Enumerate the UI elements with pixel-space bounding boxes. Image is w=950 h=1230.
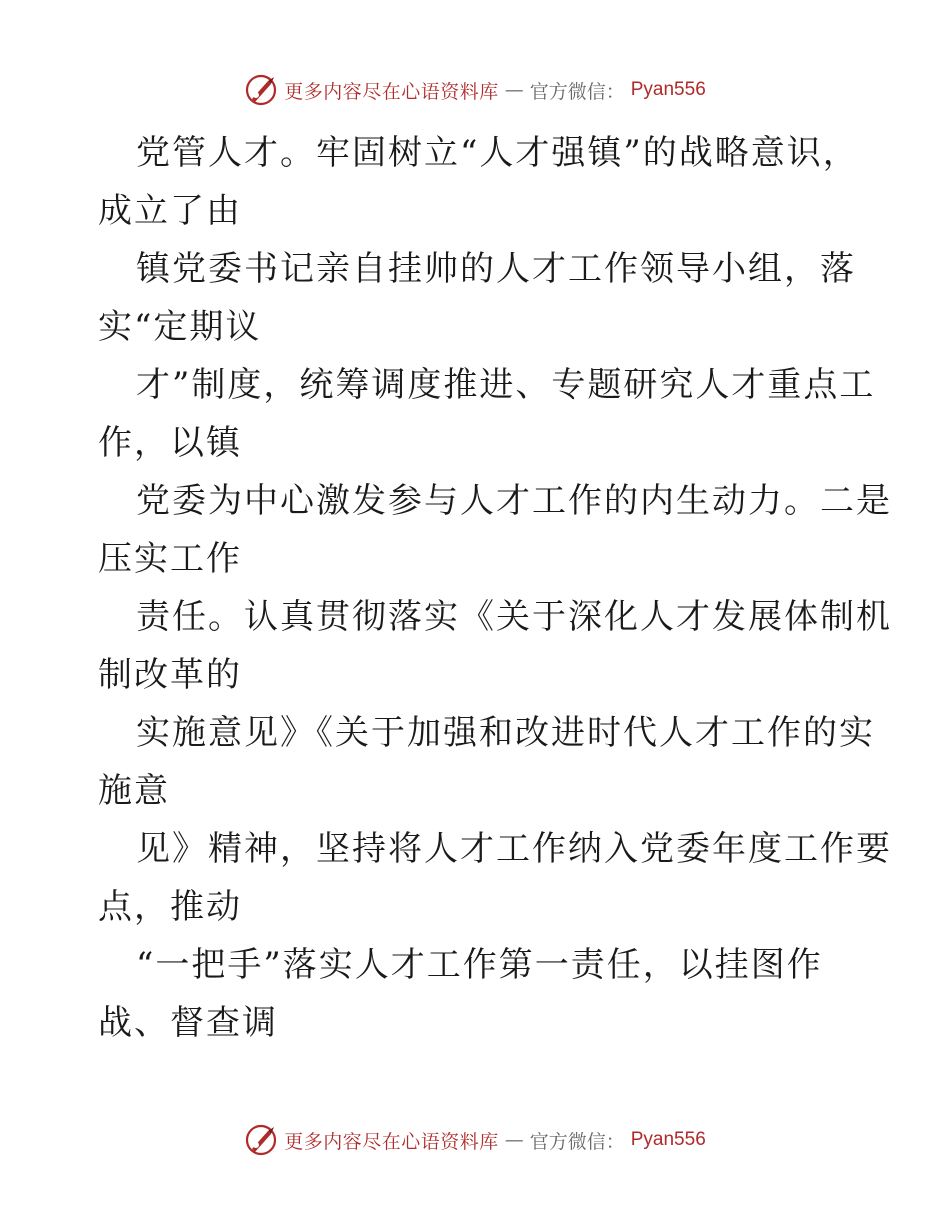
body-line: 见》精神，坚持将人才工作纳入党委年度工作要 xyxy=(136,829,892,869)
header-site-text: 更多内容尽在心语资料库 xyxy=(284,80,499,103)
quill-logo-icon xyxy=(244,1123,278,1157)
body-line: 成立了由 xyxy=(98,191,242,231)
document-body xyxy=(98,124,892,1052)
body-line: 责任。认真贯彻落实《关于深化人才发展体制机 xyxy=(136,597,892,637)
body-line: 制改革的 xyxy=(98,655,242,695)
quill-logo-icon xyxy=(244,73,278,107)
footer-site-text: 更多内容尽在心语资料库 xyxy=(284,1130,499,1153)
body-line: 实“定期议 xyxy=(98,307,262,347)
header-banner-inner xyxy=(244,73,706,107)
body-line: 点，推动 xyxy=(98,887,242,927)
body-line: 党委为中心激发参与人才工作的内生动力。二是 xyxy=(136,481,892,521)
footer-watermark-banner xyxy=(0,1120,950,1160)
body-line: 作，以镇 xyxy=(98,423,242,463)
body-line: 党管人才。牢固树立“人才强镇”的战略意识， xyxy=(136,133,859,173)
header-separator: — xyxy=(504,79,524,101)
body-line: 实施意见》《关于加强和改进时代人才工作的实 xyxy=(136,713,875,753)
body-line: 才”制度，统筹调度推进、专题研究人才重点工 xyxy=(136,365,876,405)
footer-banner-inner xyxy=(244,1123,706,1157)
header-watermark-banner xyxy=(0,70,950,110)
footer-wechat-id: Pyan556 xyxy=(630,1129,706,1150)
body-line: 战、督查调 xyxy=(98,1003,278,1043)
body-line: 施意 xyxy=(98,771,170,811)
body-line: “一把手”落实人才工作第一责任，以挂图作 xyxy=(136,945,823,985)
body-line: 镇党委书记亲自挂帅的人才工作领导小组，落 xyxy=(136,249,856,289)
header-wechat-id: Pyan556 xyxy=(630,79,706,100)
header-wechat-label: 官方微信： xyxy=(529,80,625,103)
footer-wechat-label: 官方微信： xyxy=(529,1130,625,1153)
footer-separator: — xyxy=(504,1129,524,1151)
body-line: 压实工作 xyxy=(98,539,242,579)
